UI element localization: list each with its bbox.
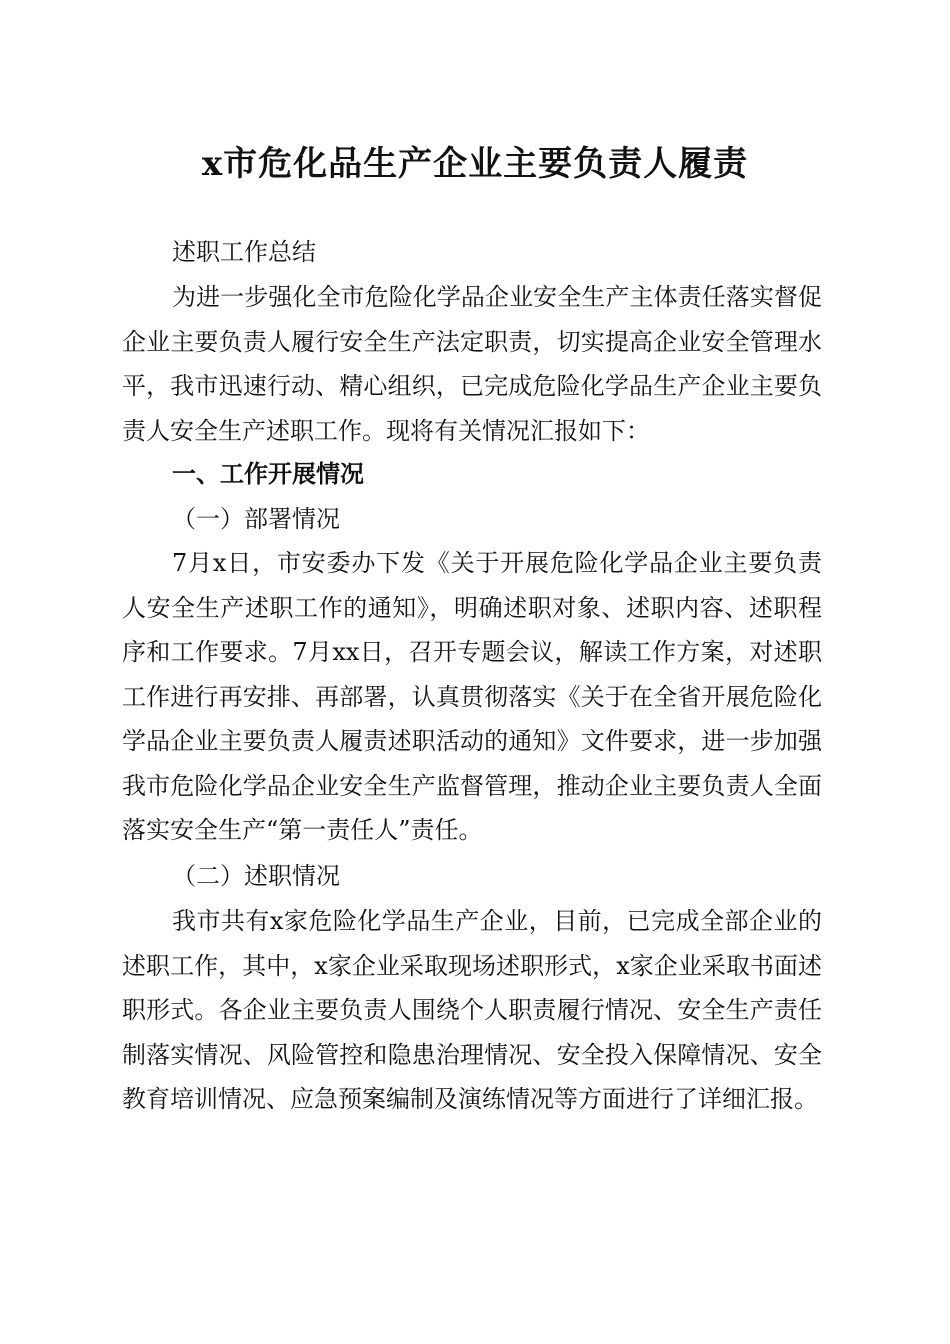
intro-paragraph: 为进一步强化全市危险化学品企业安全生产主体责任落实督促企业主要负责人履行安全生产法定职责，切实提高企业安全管理水平，我市迅速行动、精心组织，已完成危险化学品生产企业主要负责人安全生产述职工作。现将有关情况汇报如下：	[122, 283, 822, 445]
subsection-heading-deployment: （一）部署情况	[172, 505, 340, 533]
document-title: x市危化品生产企业主要负责人履责	[201, 144, 749, 184]
report-paragraph: 我市共有x家危险化学品生产企业，目前，已完成全部企业的述职工作，其中，x家企业采取现场述职形式，x家企业采取书面述职形式。各企业主要负责人围绕个人职责履行情况、安全生产责任制落实情况、风险管控和隐患治理情况、安全投入保障情况、安全教育培训情况、应急预案编制及演练情况等方面进行了详细汇报。	[122, 907, 822, 1113]
document-subtitle: 述职工作总结	[172, 238, 316, 266]
subsection-heading-report: （二）述职情况	[172, 862, 340, 890]
deployment-paragraph: 7月x日，市安委办下发《关于开展危险化学品企业主要负责人安全生产述职工作的通知》，明确述职对象、述职内容、述职程序和工作要求。7月xx日，召开专题会议，解读工作方案，对述职工作进行再安排、再部署，认真贯彻落实《关于在全省开展危险化学品企业主要负责人履责述职活动的通知》文件要求，进一步加强我市危险化学品企业安全生产监督管理，推动企业主要负责人全面落实安全生产“第一责任人”责任。	[122, 549, 822, 844]
section-heading: 一、工作开展情况	[172, 459, 364, 488]
